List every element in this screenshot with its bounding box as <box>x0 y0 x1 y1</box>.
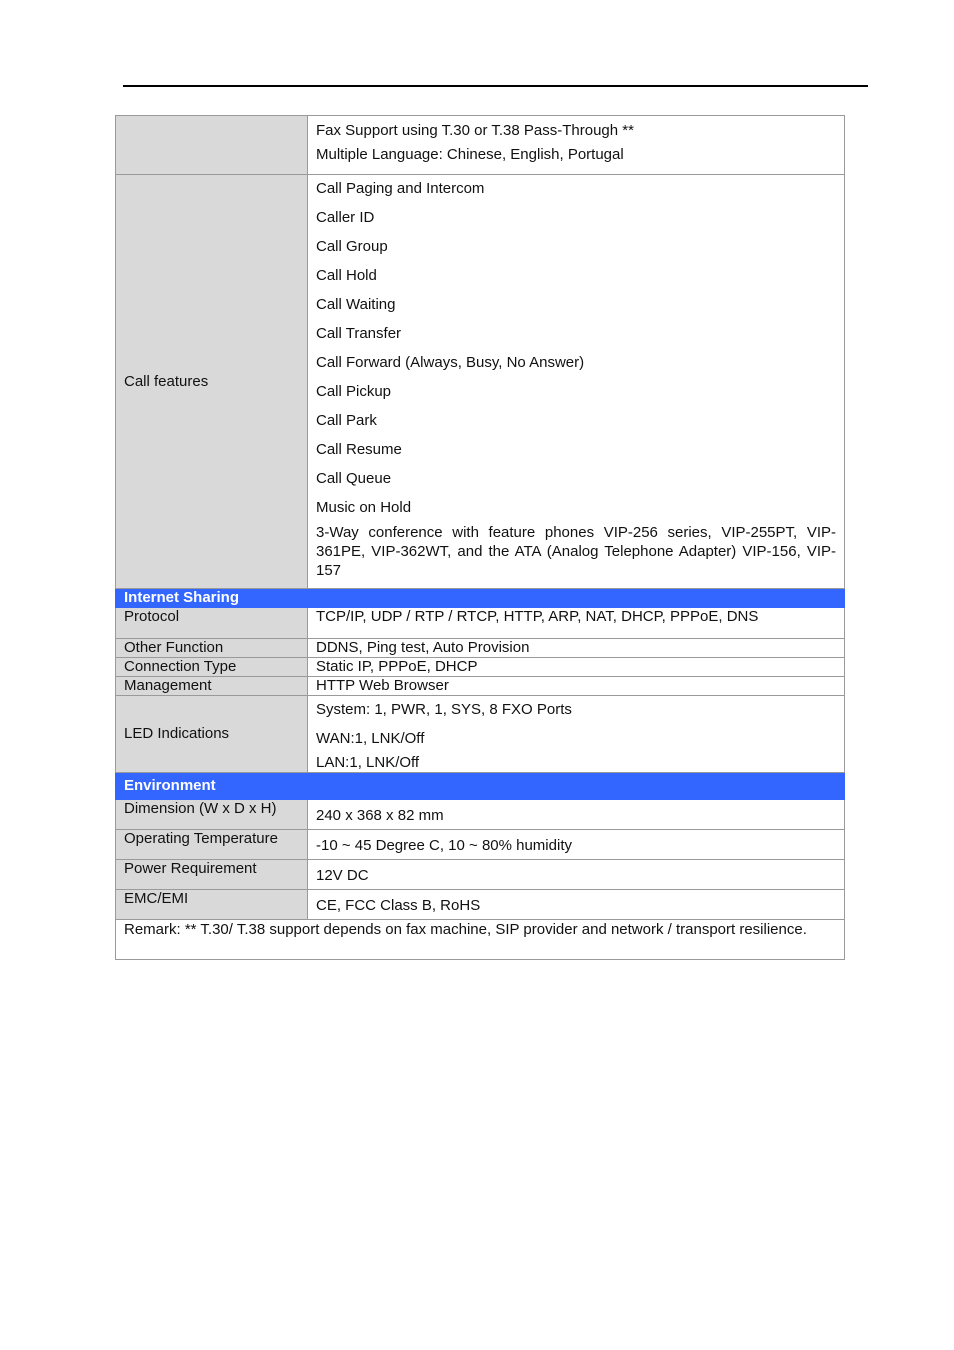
section-header-environment <box>116 773 845 800</box>
emc-emi-label: EMC/EMI <box>116 890 308 920</box>
list-item: Call Resume <box>316 441 402 458</box>
section-header-internet-sharing <box>116 589 845 608</box>
table-row <box>116 639 845 658</box>
protocol-value: TCP/IP, UDP / RTP / RTCP, HTTP, ARP, NAT, DHCP, PPPoE, DNS <box>308 608 845 639</box>
operating-temperature-label: Operating Temperature <box>116 830 308 860</box>
protocol-label: Protocol <box>116 608 308 639</box>
list-item: Caller ID <box>316 209 375 226</box>
table-row <box>116 800 845 830</box>
table-row <box>116 116 845 175</box>
list-item: Call Transfer <box>316 325 402 342</box>
led-lan-text: LAN:1, LNK/Off <box>316 754 420 771</box>
list-item: Call Paging and Intercom <box>316 180 485 197</box>
list-item: Call Park <box>316 412 377 429</box>
list-item: Music on Hold <box>316 499 412 516</box>
dimension-label: Dimension (W x D x H) <box>116 800 308 830</box>
emc-emi-value: CE, FCC Class B, RoHS <box>308 890 845 920</box>
list-item: Call Pickup <box>316 383 392 400</box>
remark-text: Remark: ** T.30/ T.38 support depends on fax machine, SIP provider and network / transport resilience. <box>116 920 845 960</box>
call-features-list <box>308 175 845 589</box>
management-label: Management <box>116 677 308 696</box>
list-item: Call Hold <box>316 267 377 284</box>
list-item: Call Group <box>316 238 388 255</box>
list-item: Call Forward (Always, Busy, No Answer) <box>316 354 585 371</box>
spec-table <box>115 115 845 960</box>
led-system-text: System: 1, PWR, 1, SYS, 8 FXO Ports <box>316 701 572 718</box>
section-title: Internet Sharing <box>116 589 845 608</box>
led-wan-text: WAN:1, LNK/Off <box>316 730 425 747</box>
led-indications-label: LED Indications <box>116 696 308 773</box>
other-function-label: Other Function <box>116 639 308 658</box>
table-row <box>116 658 845 677</box>
table-row <box>116 677 845 696</box>
table-row <box>116 830 845 860</box>
fax-support-text: Fax Support using T.30 or T.38 Pass-Through ** <box>316 122 634 139</box>
management-value: HTTP Web Browser <box>308 677 845 696</box>
header-rule <box>123 85 868 87</box>
connection-type-value: Static IP, PPPoE, DHCP <box>308 658 845 677</box>
table-row <box>116 608 845 639</box>
call-features-label: Call features <box>116 175 308 589</box>
table-row <box>116 890 845 920</box>
language-text: Multiple Language: Chinese, English, Portugal <box>316 146 624 163</box>
led-indications-value <box>308 696 845 773</box>
table-row <box>116 860 845 890</box>
value-cell <box>308 116 845 175</box>
blank-label-cell <box>116 116 308 175</box>
list-item: Call Queue <box>316 470 392 487</box>
power-requirement-value: 12V DC <box>308 860 845 890</box>
table-row <box>116 920 845 960</box>
power-requirement-label: Power Requirement <box>116 860 308 890</box>
table-row <box>116 175 845 589</box>
section-title: Environment <box>116 773 845 800</box>
table-row <box>116 696 845 773</box>
list-item: Call Waiting <box>316 296 396 313</box>
dimension-value: 240 x 368 x 82 mm <box>308 800 845 830</box>
conference-text: 3-Way conference with feature phones VIP-256 series, VIP-255PT, VIP-361PE, VIP-362WT, and the ATA (Analog Telephone Adapter) VIP-156, VIP-157 <box>316 524 836 579</box>
operating-temperature-value: -10 ~ 45 Degree C, 10 ~ 80% humidity <box>308 830 845 860</box>
connection-type-label: Connection Type <box>116 658 308 677</box>
other-function-value: DDNS, Ping test, Auto Provision <box>308 639 845 658</box>
